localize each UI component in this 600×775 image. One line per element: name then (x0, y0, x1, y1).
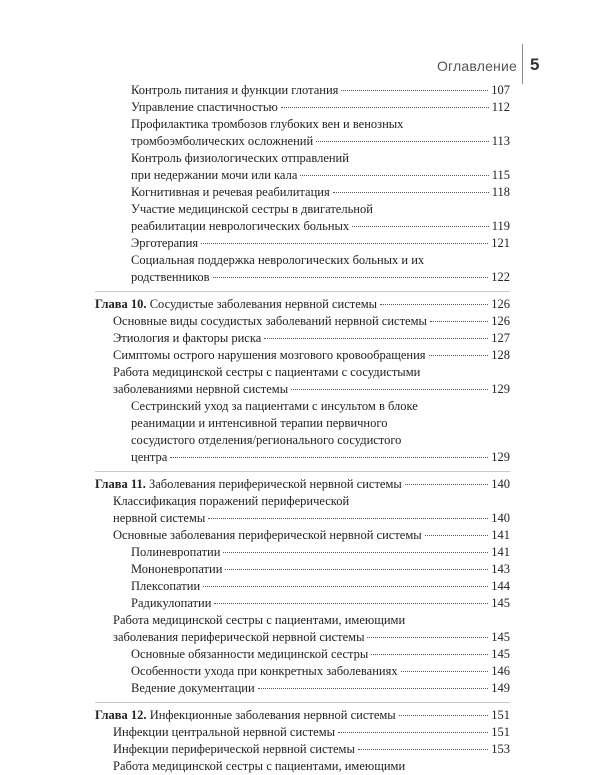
entry-row (131, 646, 510, 663)
toc-entry[interactable] (95, 578, 510, 595)
dot-leader (429, 355, 489, 356)
chapter-title (95, 476, 402, 493)
dot-leader (214, 603, 488, 604)
dot-leader (225, 569, 488, 570)
chapter-title (95, 707, 396, 724)
entry-text-line: Работа медицинской сестры с пациентами, имеющими (113, 613, 406, 627)
entry-row (131, 663, 510, 680)
entry-page-number: 145 (491, 596, 510, 610)
entry-text-line: сосудистого отделения/регионального сосудистого (131, 433, 402, 447)
section-divider (95, 702, 510, 703)
entry-row (131, 544, 510, 561)
header-divider (522, 44, 523, 84)
dot-leader (338, 732, 488, 733)
entry-row (131, 595, 510, 612)
entry-page-number: 107 (491, 83, 510, 97)
entry-title: реабилитации неврологических больных (131, 219, 350, 233)
toc-entry[interactable] (95, 150, 510, 184)
entry-page-number: 129 (491, 382, 510, 396)
entry-page-number: 153 (491, 742, 510, 756)
dot-leader (264, 338, 488, 339)
entry-title: Инфекции периферической нервной системы (113, 742, 355, 756)
toc-entry[interactable] (95, 595, 510, 612)
entry-page-number: 145 (491, 647, 510, 661)
entry-page-number: 112 (491, 100, 510, 114)
entry-page-number: 144 (491, 579, 510, 593)
entry-row (131, 167, 510, 184)
entry-title: Этиология и факторы риска (113, 331, 262, 345)
section-divider (95, 291, 510, 292)
chapter-text: Заболевания периферической нервной системы (149, 477, 402, 491)
chapter-row (95, 296, 510, 313)
toc-entry[interactable] (95, 544, 510, 561)
entry-page-number: 149 (491, 681, 510, 695)
entry-page-number: 141 (491, 545, 510, 559)
entry-title: Основные виды сосудистых заболеваний нервной системы (113, 314, 427, 328)
entry-title: центра (131, 450, 168, 464)
dot-leader (203, 586, 488, 587)
dot-leader (380, 304, 488, 305)
chapter-page-number: 126 (491, 297, 510, 311)
dot-leader (223, 552, 488, 553)
chapter-title (95, 296, 377, 313)
entry-row (131, 184, 510, 201)
toc-entry[interactable] (95, 313, 510, 330)
entry-row (131, 561, 510, 578)
entry-row (113, 527, 510, 544)
entry-page-number: 115 (491, 168, 510, 182)
entry-page-number: 129 (491, 450, 510, 464)
entry-title: нервной системы (113, 511, 206, 525)
entry-title: при недержании мочи или кала (131, 168, 298, 182)
toc-entry[interactable] (95, 758, 510, 775)
chapter-label: Глава 10. (95, 297, 147, 311)
entry-text-line: Сестринский уход за пациентами с инсультом в блоке (131, 399, 418, 413)
entry-page-number: 121 (491, 236, 510, 250)
entry-title: Мононевропатии (131, 562, 223, 576)
entry-page-number: 118 (491, 185, 510, 199)
toc-entry[interactable] (95, 646, 510, 663)
entry-row (113, 724, 510, 741)
chapter-row (95, 476, 510, 493)
entry-title: Основные обязанности медицинской сестры (131, 647, 369, 661)
entry-page-number: 122 (491, 270, 510, 284)
entry-page-number: 143 (491, 562, 510, 576)
page-number: 5 (530, 55, 540, 74)
dot-leader (367, 637, 488, 638)
dot-leader (352, 226, 489, 227)
dot-leader (281, 107, 489, 108)
entry-page-number: 151 (491, 725, 510, 739)
entry-row (113, 629, 510, 646)
dot-leader (341, 90, 488, 91)
entry-title: Особенности ухода при конкретных заболеваниях (131, 664, 398, 678)
entry-title: Симптомы острого нарушения мозгового кровообращения (113, 348, 426, 362)
entry-row (131, 99, 510, 116)
entry-row (131, 578, 510, 595)
entry-page-number: 141 (491, 528, 510, 542)
entry-text-line: Классификация поражений периферической (113, 494, 350, 508)
entry-title: Работа медицинской сестры с пациентами, имеющими (113, 759, 406, 773)
dot-leader (430, 321, 488, 322)
dot-leader (425, 535, 489, 536)
entry-row (131, 218, 510, 235)
dot-leader (405, 484, 488, 485)
dot-leader (316, 141, 489, 142)
entry-title: Ведение документации (131, 681, 255, 695)
entry-page-number: 127 (491, 331, 510, 345)
entry-row (131, 235, 510, 252)
entry-title: Когнитивная и речевая реабилитация (131, 185, 330, 199)
toc-entry[interactable] (95, 347, 510, 364)
dot-leader (213, 277, 489, 278)
toc-entry[interactable] (95, 330, 510, 347)
toc-entry[interactable] (95, 201, 510, 235)
chapter-entry[interactable] (95, 707, 510, 724)
toc-entry[interactable] (95, 680, 510, 697)
running-title: Оглавление (436, 58, 517, 74)
entry-title: родственников (131, 270, 210, 284)
entry-title: тромбоэмболических осложнений (131, 134, 314, 148)
entry-row (131, 82, 510, 99)
entry-title: Контроль питания и функции глотания (131, 83, 339, 97)
entry-page-number: 140 (491, 511, 510, 525)
toc-entry[interactable] (95, 99, 510, 116)
table-of-contents (95, 82, 510, 775)
entry-text-line: Социальная поддержка неврологических больных и их (131, 253, 425, 267)
entry-page-number: 119 (491, 219, 510, 233)
dot-leader (371, 654, 488, 655)
entry-title: Радикулопатии (131, 596, 212, 610)
dot-leader (208, 518, 488, 519)
dot-leader (291, 389, 488, 390)
chapter-page-number: 140 (491, 477, 510, 491)
dot-leader (399, 715, 489, 716)
toc-entry[interactable] (95, 724, 510, 741)
toc-entry[interactable] (95, 252, 510, 286)
entry-row (113, 381, 510, 398)
toc-entry[interactable] (95, 561, 510, 578)
chapter-entry[interactable] (95, 476, 510, 493)
chapter-text: Сосудистые заболевания нервной системы (149, 297, 378, 311)
chapter-label: Глава 12. (95, 708, 147, 722)
entry-text-line: реанимации и интенсивной терапии первичного (131, 416, 388, 430)
entry-text-line: Участие медицинской сестры в двигательной (131, 202, 373, 216)
chapter-label: Глава 11. (95, 477, 146, 491)
entry-page-number: 126 (491, 314, 510, 328)
chapter-row (95, 707, 510, 724)
entry-row (131, 133, 510, 150)
entry-title: Управление спастичностью (131, 100, 278, 114)
dot-leader (258, 688, 489, 689)
toc-entry[interactable] (95, 82, 510, 99)
section-divider (95, 471, 510, 472)
entry-row (113, 510, 510, 527)
toc-entry[interactable] (95, 398, 510, 466)
entry-text-line: Работа медицинской сестры с пациентами с сосудистыми (113, 365, 421, 379)
entry-page-number: 146 (491, 664, 510, 678)
entry-page-number: 113 (491, 134, 510, 148)
chapter-page-number: 151 (491, 708, 510, 722)
entry-title: заболевания периферической нервной системы (113, 630, 365, 644)
dot-leader (201, 243, 488, 244)
entry-page-number: 128 (491, 348, 510, 362)
toc-entry[interactable] (95, 612, 510, 646)
toc-entry[interactable] (95, 235, 510, 252)
entry-row (131, 449, 510, 466)
dot-leader (170, 457, 488, 458)
entry-title: Эрготерапия (131, 236, 199, 250)
entry-title: Полиневропатии (131, 545, 221, 559)
entry-row (113, 347, 510, 364)
entry-row (131, 269, 510, 286)
entry-title: Инфекции центральной нервной системы (113, 725, 336, 739)
toc-entry[interactable] (95, 493, 510, 527)
dot-leader (300, 175, 488, 176)
dot-leader (333, 192, 489, 193)
entry-row (113, 758, 510, 775)
entry-title: заболеваниями нервной системы (113, 382, 289, 396)
entry-text-line: Профилактика тромбозов глубоких вен и венозных (131, 117, 404, 131)
entry-page-number: 145 (491, 630, 510, 644)
chapter-entry[interactable] (95, 296, 510, 313)
toc-entry[interactable] (95, 184, 510, 201)
entry-row (113, 313, 510, 330)
toc-entry[interactable] (95, 527, 510, 544)
dot-leader (401, 671, 489, 672)
toc-entry[interactable] (95, 116, 510, 150)
entry-row (131, 680, 510, 697)
chapter-text: Инфекционные заболевания нервной системы (149, 708, 396, 722)
toc-entry[interactable] (95, 663, 510, 680)
entry-title: Основные заболевания периферической нервной системы (113, 528, 422, 542)
entry-row (113, 330, 510, 347)
toc-entry[interactable] (95, 364, 510, 398)
entry-text-line: Контроль физиологических отправлений (131, 151, 349, 165)
entry-title: Плексопатии (131, 579, 201, 593)
